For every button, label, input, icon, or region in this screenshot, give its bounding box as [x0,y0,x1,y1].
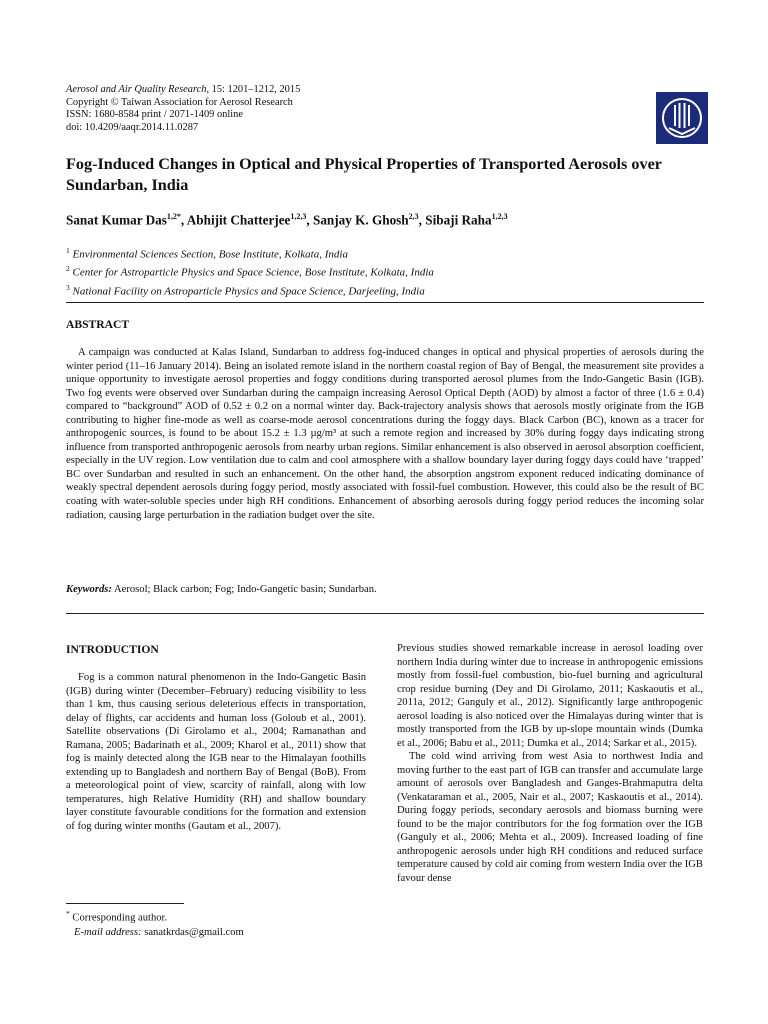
affiliation-item [66,244,716,262]
email-address[interactable]: sanatkrdas@gmail.com [141,926,244,938]
author-name: Abhijit Chatterjee [186,212,291,228]
journal-header [66,84,586,134]
taar-logo-icon [656,92,708,144]
intro-paragraph: The cold wind arriving from west Asia to northwest India and moving further to the east part of IGB can transfer and accumulate large amount of aerosols over Bangladesh and Ganges-Brahmaputra delta (Venkataraman et al., 2005, Nair et al., 2007; Kaskaoutis et al., 2014). During foggy periods, secondary aerosols and biomass burning were found to be the major contributors for the fog formation over the IGB (Ganguly et al., 2006; Mehta et al., 2009). Increased loading of fine anthropogenic aerosols under high RH conditions and reduced surface temperature caused by cold air coming from western India over the IGB favour dense [397,751,703,884]
email-label: E-mail address: [74,926,142,938]
corresponding-author-note [66,907,366,926]
footnote-divider [66,903,184,904]
author-separator: , [306,212,313,228]
affiliation-text: Center for Astroparticle Physics and Space Science, Bose Institute, Kolkata, India [72,266,434,279]
author-affiliation-marks: 1,2* [166,212,181,221]
author-name: Sanat Kumar Das [66,212,167,228]
author-affiliation-marks: 2,3 [408,212,419,221]
paper-title: Fog-Induced Changes in Optical and Physical Properties of Transported Aerosols over Sundarban, India [66,155,662,194]
journal-doi: doi: 10.4209/aaqr.2014.11.0287 [66,121,199,133]
affiliation-number: 1 [66,246,70,255]
affiliation-item [66,262,716,280]
journal-citation [66,84,586,97]
affiliation-list [66,244,716,299]
keywords-text: Aerosol; Black carbon; Fog; Indo-Gangetic basin; Sundarban. [111,584,377,595]
affiliation-text: Environmental Sciences Section, Bose Institute, Kolkata, India [72,248,348,261]
divider-top [66,302,704,303]
divider-bottom [66,613,704,614]
introduction-heading: INTRODUCTION [66,643,159,656]
journal-issn: ISSN: 1680-8584 print / 2071-1409 online [66,109,243,121]
affiliation-text: National Facility on Astroparticle Physics and Space Science, Darjeeling, India [72,285,425,298]
author-separator: , [418,212,426,228]
author-affiliation-marks: 1,2,3 [290,212,307,221]
left-column [66,671,366,833]
intro-paragraph: Previous studies showed remarkable increase in aerosol loading over northern India during winter due to increase in anthropogenic emissions mostly from fossil-fuel combustion, bio-fuel burning and agricultural crop residue burning (Dey and Di Girolamo, 2011; Kaskaoutis et al., 2011a, 2012; Ganguly et al., 2012). Significantly large anthropogenic aerosol loading is also noticed over the Himalayas during winter that is mostly transported from the IGB by up-slope mountain winds (Dumka et al., 2006; Babu et al., 2011; Dumka et al., 2014; Sarkar et al., 2015). [397,643,703,749]
intro-paragraph: Fog is a common natural phenomenon in the Indo-Gangetic Basin (IGB) during winter (December–February) reducing visibility to less than 1 km, thus causing serious deleterious effects in transportation, delay of flights, car accidents and human loss (Goloub et al., 2001). Satellite observations (Di Girolamo et al., 2004; Ramanathan and Ramana, 2005; Badarinath et al., 2009; Kharol et al., 2011) show that fog is mainly detected along the IGB near to the Himalayan foothills extending up to Bangladesh and northern Bay of Bengal (BoB). From a meteorological point of view, scarcity of rainfall, along with low temperatures, high Relative Humidity (RH) and shallow boundary layer constitute favourable conditions for the formation and extension of fog during winter months (Gautam et al., 2007). [66,672,366,832]
journal-name: Aerosol and Air Quality Research [66,84,207,95]
affiliation-item [66,281,716,299]
corresponding-author-text: Corresponding author. [69,912,168,924]
journal-copyright: Copyright © Taiwan Association for Aerosol Research [66,96,293,108]
keywords-label: Keywords: [66,584,112,595]
author-list [66,212,716,228]
footnote-mark: * [66,909,70,918]
abstract-heading: ABSTRACT [66,318,130,331]
author-name: Sibaji Raha [425,212,492,228]
right-column [397,642,703,885]
email-line [66,926,366,940]
author-name: Sanjay K. Ghosh [313,212,409,228]
affiliation-number: 3 [66,282,70,292]
affiliation-number: 2 [66,264,70,274]
author-separator: , [180,212,187,228]
author-affiliation-marks: 1,2,3 [491,212,508,221]
journal-volume: , 15: 1201–1212, 2015 [206,84,301,95]
keywords-line [66,583,704,597]
footnote [66,907,366,940]
abstract-text: A campaign was conducted at Kalas Island, Sundarban to address fog-induced changes in optical and physical properties of aerosols during the winter period (11–16 January 2014). Being an isolated remote island in the northern coastal region of Bay of Bengal, the measurement site provides a unique opportunity to investigate aerosol properties and foggy conditions during transported aerosol plumes from the Indo-Gangetic Basin (IGB). Two fog events were observed over Sundarban during the campaign increasing Aerosol Optical Depth (AOD) by almost a factor of three (1.6 ± 0.4) compared to “background” AOD of 0.52 ± 0.2 on a normal winter day. Back-trajectory analysis shows that aerosols mostly originate from the IGB contributing to higher fine-mode as well as coarse-mode aerosol concentrations during the foggy days. Black Carbon (BC), known as a tracer for anthropogenic sources, is found to be about 15.2 ± 1.3 µg/m³ at such a remote region and increased by 30% during foggy days indicating strong influence from transported anthropogenic aerosols from nearby urban regions. Similar enhancement is also observed in aerosol absorption coefficient, especially in the UV region. Low ventilation due to calm and cool atmosphere with a shallow boundary layer during foggy days could have ‘trapped’ BC over Sundarban and resulted in such an enhancement. On the other hand, the absorption angstrom exponent reduced indicating dominance of weakly spectral dependent aerosols during foggy period, mostly associated with fossil-fuel combustion. However, this could also be the result of BC coating with water-soluble species under high RH conditions. Enhancement of absorbing aerosols during foggy period reduces the incoming solar radiation, causing large perturbation in the radiation budget over the site. [66,347,704,521]
